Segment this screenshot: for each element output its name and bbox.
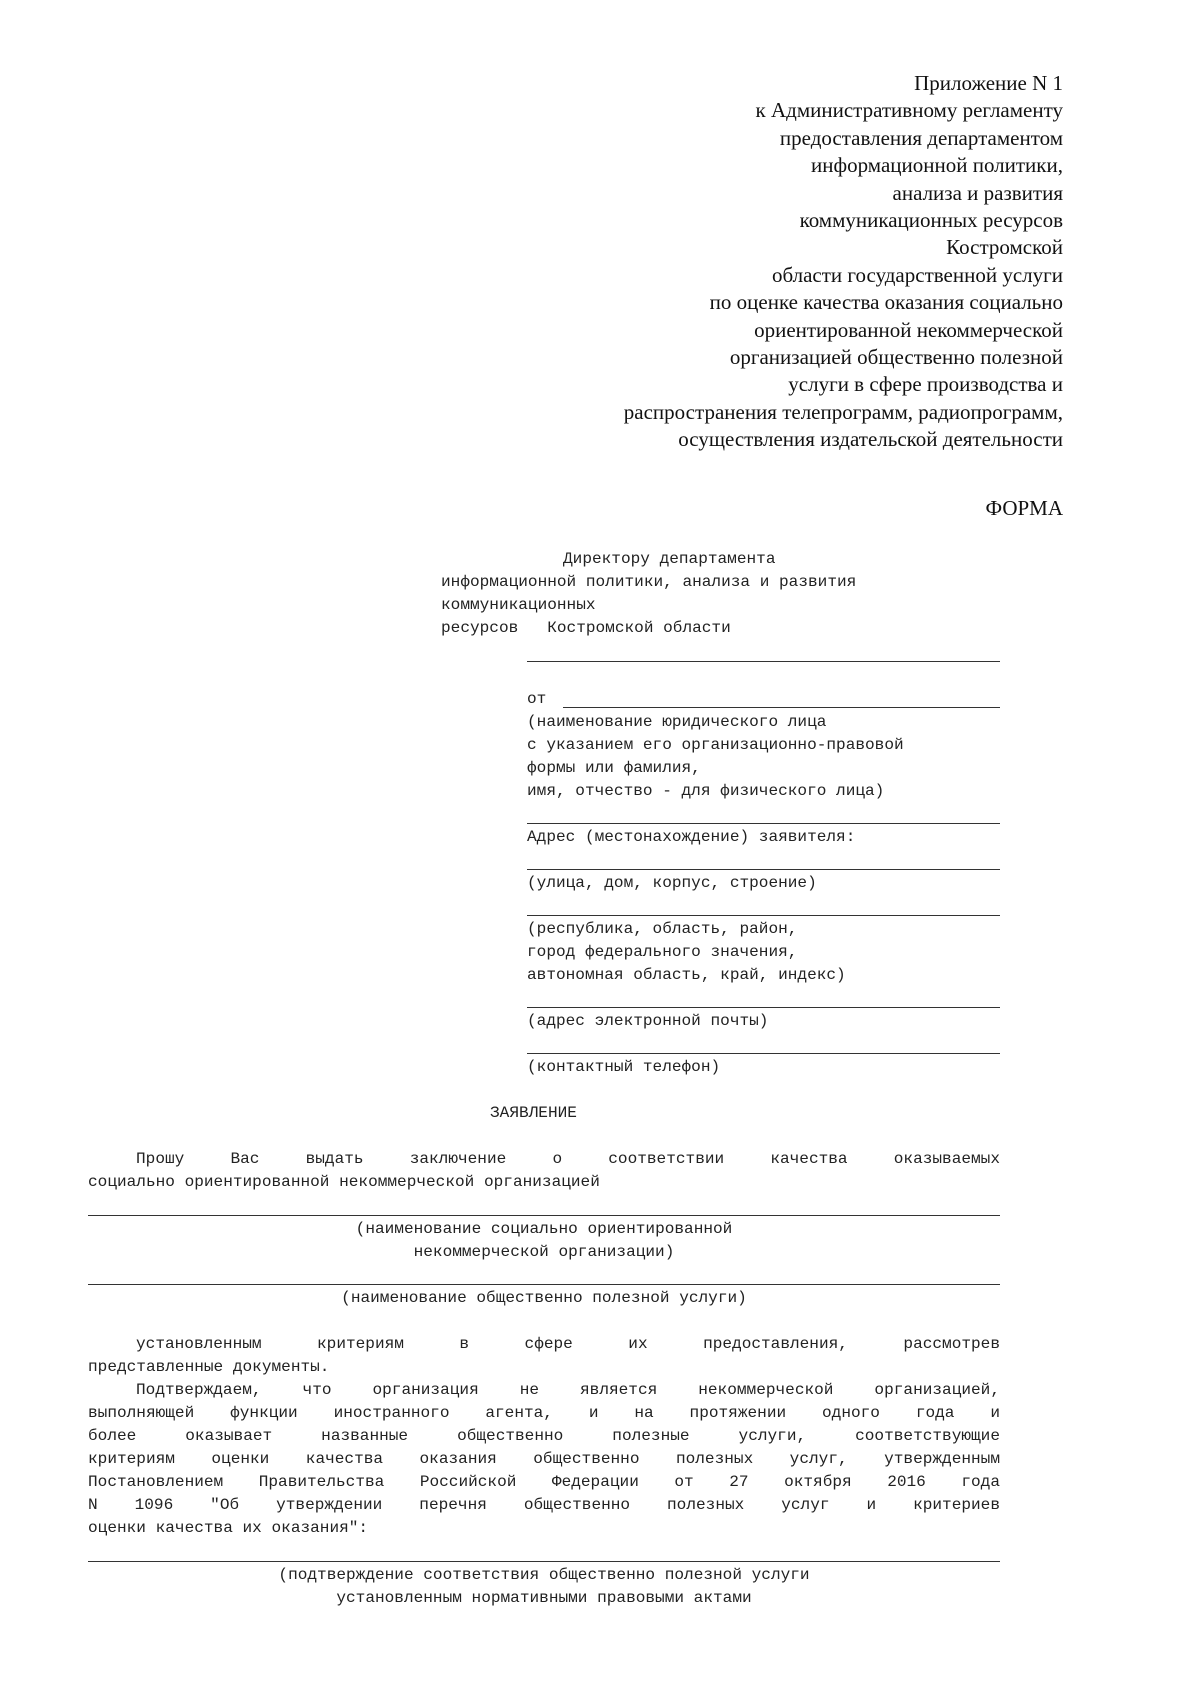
statement-title: ЗАЯВЛЕНИЕ	[490, 1104, 577, 1122]
field-hint: некоммерческой организации)	[413, 1243, 675, 1261]
field-hint: имя, отчество - для физического лица)	[527, 782, 885, 800]
field-hint: (улица, дом, корпус, строение)	[527, 874, 817, 892]
appendix-line: ориентированной некоммерческой	[754, 317, 1063, 342]
appendix-line: к Административному регламенту	[755, 98, 1063, 123]
applicant-name-field[interactable]	[563, 707, 1000, 708]
field-hint: (республика, область, район,	[527, 920, 798, 938]
addressee-line: ресурсов Костромской области	[441, 619, 731, 637]
statement-text: Прошу Вас выдать заключение о соответствии качества оказываемых	[136, 1150, 1000, 1168]
appendix-line: услуги в сфере производства и	[788, 372, 1063, 397]
addressee-line: информационной политики, анализа и развития	[441, 573, 857, 591]
statement-text: более оказывает названные общественно полезные услуги, соответствующие	[88, 1427, 1000, 1445]
applicant-extra-field[interactable]	[527, 823, 1000, 824]
statement-text: Постановлением Правительства Российской Федерации от 27 октября 2016 года	[88, 1473, 1000, 1491]
statement-text: установленным критериям в сфере их предоставления, рассмотрев	[136, 1335, 1000, 1353]
statement-text: N 1096 "Об утверждении перечня общественно полезных услуг и критериев	[88, 1496, 1000, 1514]
addressee-line: коммуникационных	[441, 596, 596, 614]
region-field[interactable]	[527, 915, 1000, 916]
field-hint: (наименование социально ориентированной	[355, 1220, 733, 1238]
service-name-field[interactable]	[88, 1284, 1000, 1285]
appendix-line: организацией общественно полезной	[729, 345, 1063, 370]
confirmation-field[interactable]	[88, 1561, 1000, 1562]
field-hint: установленным нормативными правовыми актами	[336, 1589, 752, 1607]
street-field[interactable]	[527, 869, 1000, 870]
appendix-line: области государственной услуги	[771, 262, 1063, 287]
appendix-line: распространения телепрограмм, радиопрограмм,	[623, 399, 1063, 424]
field-hint: (адрес электронной почты)	[527, 1012, 769, 1030]
field-hint: (наименование юридического лица	[527, 713, 827, 731]
email-field[interactable]	[527, 1007, 1000, 1008]
field-hint: с указанием его организационно-правовой	[527, 736, 904, 754]
appendix-line: анализа и развития	[892, 180, 1063, 205]
field-hint: город федерального значения,	[527, 943, 798, 961]
appendix-line: Костромской	[946, 235, 1063, 260]
appendix-line: предоставления департаментом	[779, 125, 1063, 150]
statement-text: представленные документы.	[88, 1358, 330, 1376]
field-hint: (подтверждение соответствия общественно полезной услуги	[278, 1566, 810, 1584]
statement-text: оценки качества их оказания":	[88, 1519, 369, 1537]
appendix-line: Приложение N 1	[914, 71, 1063, 95]
phone-field[interactable]	[527, 1053, 1000, 1054]
statement-text: Подтверждаем, что организация не является некоммерческой организацией,	[136, 1381, 1000, 1399]
statement-text: социально ориентированной некоммерческой организацией	[88, 1173, 600, 1191]
form-label: ФОРМА	[985, 496, 1063, 520]
statement-text: критериям оценки качества оказания общественно полезных услуг, утвержденным	[88, 1450, 1000, 1468]
addressee-line: Директору департамента	[563, 550, 776, 568]
appendix-line: коммуникационных ресурсов	[799, 208, 1063, 233]
field-hint: формы или фамилия,	[527, 759, 701, 777]
field-hint: автономная область, край, индекс)	[527, 966, 846, 984]
director-name-field[interactable]	[527, 661, 1000, 662]
from-label: от	[527, 690, 547, 708]
field-hint: (наименование общественно полезной услуги)	[341, 1289, 747, 1307]
address-label: Адрес (местонахождение) заявителя:	[527, 828, 856, 846]
organization-name-field[interactable]	[88, 1215, 1000, 1216]
field-hint: (контактный телефон)	[527, 1058, 721, 1076]
statement-text: выполняющей функции иностранного агента, и на протяжении одного года и	[88, 1404, 1000, 1422]
appendix-line: осуществления издательской деятельности	[678, 427, 1063, 452]
appendix-line: информационной политики,	[811, 153, 1063, 178]
appendix-line: по оценке качества оказания социально	[709, 290, 1063, 315]
